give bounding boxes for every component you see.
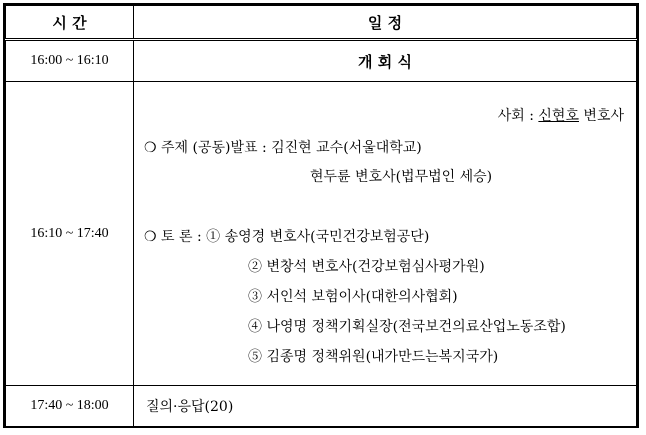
opening-title: 개 회 식 [134,40,637,82]
moderator-name: 신현호 [538,107,579,124]
table-header-row [6,6,637,40]
panelist-5: ⑤ 김종명 정책위원(내가만드는복지국가) [248,348,499,365]
schedule-frame [3,3,639,428]
discussion-line: ❍ 토 론 : ① 송영경 변호사(국민건강보험공단) [144,228,430,245]
moderator-suffix: 변호사 [578,107,624,124]
table-row-opening [6,40,637,82]
main-session-time: 16:10 ~ 17:40 [6,82,134,386]
moderator-prefix: 사회 : [497,107,539,124]
header-schedule: 일 정 [134,6,637,40]
panelist-3: ③ 서인석 보험이사(대한의사협회) [248,288,458,305]
panelist-4: ④ 나영명 정책기획실장(전국보건의료산업노동조합) [248,318,566,335]
schedule-table [5,5,637,427]
panelist-2: ② 변창석 변호사(건강보험심사평가원) [248,258,485,275]
table-row-main-session [6,82,637,386]
presentation-line-1: ❍ 주제 (공동)발표 : 김진현 교수(서울대학교) [144,139,422,156]
header-time: 시 간 [6,6,134,40]
presentation-line-2: 현두륜 변호사(법무법인 세승) [310,168,493,185]
moderator-line [498,105,624,125]
opening-time: 16:00 ~ 16:10 [6,40,134,82]
main-session-content [134,82,637,386]
qa-time: 17:40 ~ 18:00 [6,386,134,427]
qa-title: 질의·응답(20) [134,386,637,427]
table-row-qa [6,386,637,427]
